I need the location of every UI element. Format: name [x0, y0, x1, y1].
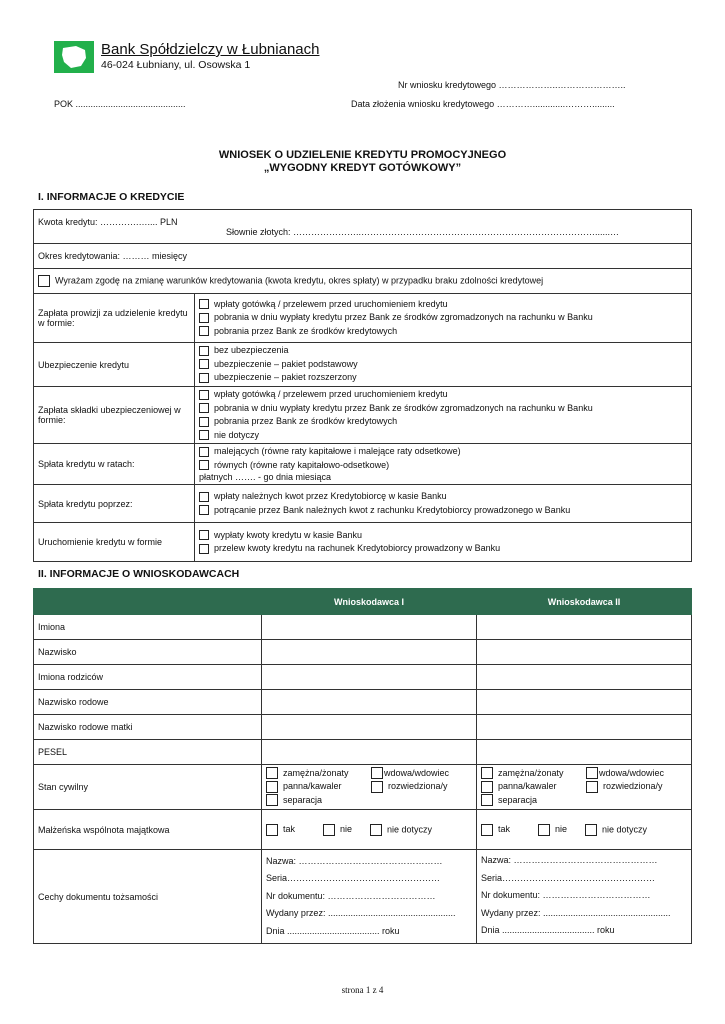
- property-label: Małżeńska wspólnota majątkowa: [34, 810, 262, 850]
- checkbox[interactable]: [199, 544, 209, 554]
- bank-logo: [54, 41, 94, 73]
- credit-amount[interactable]: Kwota kredytu: ………….….... PLN: [38, 216, 178, 227]
- id-issuer-field[interactable]: Wydany przez: ...................................................: [266, 908, 456, 919]
- credit-info-table: [33, 209, 692, 562]
- option-label: nie dotyczy: [214, 429, 260, 440]
- checkbox[interactable]: [538, 824, 550, 836]
- applicant2-input[interactable]: [477, 615, 692, 640]
- checkbox[interactable]: [481, 767, 493, 779]
- header-empty: [34, 589, 262, 615]
- checkbox[interactable]: [199, 299, 209, 309]
- field-label: Imiona: [34, 615, 262, 640]
- commission-label: Zapłata prowizji za udzielenie kredytu w formie:: [34, 294, 195, 343]
- id-series-field[interactable]: Seria……………………………………………: [266, 873, 441, 884]
- applicant1-input[interactable]: [262, 740, 477, 765]
- option-label: przelew kwoty kredytu na rachunek Kredytobiorcy prowadzony w Banku: [214, 543, 501, 553]
- payment-day[interactable]: płatnych ……. - go dnia miesiąca: [199, 472, 332, 482]
- checkbox[interactable]: [266, 794, 278, 806]
- option-label: bez ubezpieczenia: [214, 345, 289, 356]
- applicant2-input[interactable]: [477, 740, 692, 765]
- option-label: nie: [555, 823, 568, 834]
- checkbox[interactable]: [481, 781, 493, 793]
- checkbox[interactable]: [199, 390, 209, 400]
- bank-name: Bank Spółdzielczy w Łubnianach: [101, 41, 320, 58]
- checkbox[interactable]: [199, 460, 209, 470]
- checkbox[interactable]: [371, 781, 383, 793]
- consent-checkbox[interactable]: [38, 275, 50, 287]
- applicant2-input[interactable]: [477, 715, 692, 740]
- form-title-line2: „WYGODNY KREDYT GOTÓWKOWY”: [263, 162, 462, 174]
- option-label: potrącanie przez Bank należnych kwot z rachunku Kredytobiorcy prowadzonego w Banku: [214, 504, 571, 515]
- checkbox[interactable]: [199, 373, 209, 383]
- option-label: ubezpieczenie – pakiet rozszerzony: [214, 372, 357, 383]
- checkbox[interactable]: [266, 767, 278, 779]
- applicants-table: [33, 588, 692, 944]
- option-label: panna/kawaler: [283, 781, 342, 792]
- section1-heading: I. INFORMACJE O KREDYCIE: [38, 191, 185, 203]
- insurance-payment-label: Zapłata składki ubezpieczeniowej w formie:: [34, 387, 195, 444]
- option-label: ubezpieczenie – pakiet podstawowy: [214, 358, 358, 369]
- applicant1-header: Wnioskodawca I: [262, 589, 477, 615]
- applicant1-input[interactable]: [262, 640, 477, 665]
- bank-address: 46-024 Łubniany, ul. Osowska 1: [101, 59, 251, 71]
- disbursement-label: Uruchomienie kredytu w formie: [34, 523, 195, 562]
- checkbox[interactable]: [199, 417, 209, 427]
- submission-date: Data złożenia wniosku kredytowego ………….............……….........: [351, 99, 615, 109]
- field-label: Imiona rodziców: [34, 665, 262, 690]
- applicant1-input[interactable]: [262, 690, 477, 715]
- id-name-field[interactable]: Nazwa: …………………………………………: [266, 855, 443, 866]
- option-label: zamężna/żonaty: [283, 767, 349, 778]
- checkbox[interactable]: [585, 824, 597, 836]
- option-label: wpłaty gotówką / przelewem przed uruchomieniem kredytu: [214, 298, 448, 309]
- id-date-field[interactable]: Dnia ..................................... roku: [266, 925, 400, 936]
- checkbox[interactable]: [481, 824, 493, 836]
- checkbox[interactable]: [199, 447, 209, 457]
- id-date-field[interactable]: Dnia ..................................... roku: [481, 925, 615, 935]
- checkbox[interactable]: [266, 824, 278, 836]
- field-label: Nazwisko rodowe matki: [34, 715, 262, 740]
- field-label: Nazwisko: [34, 640, 262, 665]
- option-label: wpłaty należnych kwot przez Kredytobiorcę w kasie Banku: [214, 491, 447, 501]
- option-label: pobrania przez Bank ze środków kredytowych: [214, 416, 398, 426]
- option-label: rozwiedziona/y: [388, 781, 448, 792]
- option-label: separacja: [283, 794, 323, 805]
- applicant1-input[interactable]: [262, 615, 477, 640]
- applicant2-input[interactable]: [477, 665, 692, 690]
- insurance-label: Ubezpieczenie kredytu: [34, 343, 195, 387]
- option-label: wypłaty kwoty kredytu w kasie Banku: [214, 529, 363, 540]
- section2-heading: II. INFORMACJE O WNIOSKODAWCACH: [38, 568, 240, 580]
- checkbox[interactable]: [199, 505, 209, 515]
- form-title-line1: WNIOSEK O UDZIELENIE KREDYTU PROMOCYJNEGO: [218, 149, 507, 161]
- applicant1-input[interactable]: [262, 665, 477, 690]
- pok-field: POK ............................................: [54, 99, 186, 109]
- checkbox[interactable]: [370, 824, 382, 836]
- option-label: rozwiedziona/y: [603, 781, 663, 792]
- option-label: tak: [283, 823, 296, 834]
- id-name-field[interactable]: Nazwa: …………………………………………: [481, 855, 658, 865]
- option-label: nie dotyczy: [387, 823, 433, 834]
- checkbox[interactable]: [586, 767, 598, 779]
- option-label: nie: [340, 823, 353, 834]
- checkbox[interactable]: [199, 346, 209, 356]
- id-number-field[interactable]: Nr dokumentu: ………………………………: [266, 890, 436, 901]
- option-label: malejących (równe raty kapitałowe i malejące raty odsetkowe): [214, 446, 461, 456]
- checkbox[interactable]: [199, 313, 209, 323]
- option-label: tak: [498, 823, 511, 834]
- option-label: nie dotyczy: [602, 823, 648, 834]
- applicant1-input[interactable]: [262, 715, 477, 740]
- option-label: pobrania przez Bank ze środków kredytowych: [214, 325, 398, 336]
- id-number-field[interactable]: Nr dokumentu: ………………………………: [481, 890, 651, 900]
- checkbox[interactable]: [371, 767, 383, 779]
- id-document-label: Cechy dokumentu tożsamości: [34, 850, 262, 944]
- checkbox[interactable]: [481, 794, 493, 806]
- checkbox[interactable]: [199, 530, 209, 540]
- applicant2-header: Wnioskodawca II: [477, 589, 692, 615]
- checkbox[interactable]: [199, 403, 209, 413]
- field-label: Nazwisko rodowe: [34, 690, 262, 715]
- id-series-field[interactable]: Seria……………………………………………: [481, 872, 656, 883]
- credit-amount-words[interactable]: Słownie złotych: …………………..……………………………………………………………………......…: [226, 226, 620, 237]
- option-label: wdowa/wdowiec: [384, 767, 450, 778]
- consent-label: Wyrażam zgodę na zmianę warunków kredytowania (kwota kredytu, okres spłaty) w przypadku braku zdolności kredytowej: [55, 275, 544, 286]
- repayment-label: Spłata kredytu poprzez:: [34, 485, 195, 523]
- checkbox[interactable]: [199, 359, 209, 369]
- checkbox[interactable]: [199, 326, 209, 336]
- installments-label: Spłata kredytu w ratach:: [34, 444, 195, 485]
- applicant2-input[interactable]: [477, 690, 692, 715]
- option-label: wpłaty gotówką / przelewem przed uruchomieniem kredytu: [214, 389, 448, 399]
- marital-label: Stan cywilny: [34, 765, 262, 810]
- credit-period[interactable]: Okres kredytowania: ……… miesięcy: [34, 244, 692, 269]
- applicant2-input[interactable]: [477, 640, 692, 665]
- field-label: PESEL: [34, 740, 262, 765]
- option-label: pobrania w dniu wypłaty kredytu przez Bank ze środków zgromadzonych na rachunku w Banku: [214, 402, 593, 413]
- option-label: separacja: [498, 794, 538, 805]
- option-label: równych (równe raty kapitałowo-odsetkowe): [214, 459, 390, 470]
- id-issuer-field[interactable]: Wydany przez: ...................................................: [481, 907, 671, 918]
- option-label: panna/kawaler: [498, 781, 557, 792]
- checkbox[interactable]: [266, 781, 278, 793]
- checkbox[interactable]: [199, 492, 209, 502]
- checkbox[interactable]: [586, 781, 598, 793]
- option-label: zamężna/żonaty: [498, 767, 564, 778]
- checkbox[interactable]: [323, 824, 335, 836]
- option-label: pobrania w dniu wypłaty kredytu przez Bank ze środków zgromadzonych na rachunku w Banku: [214, 312, 593, 323]
- checkbox[interactable]: [199, 430, 209, 440]
- request-number: Nr wniosku kredytowego ………………..…………………..: [398, 80, 626, 90]
- option-label: wdowa/wdowiec: [599, 767, 665, 778]
- page-number: strona 1 z 4: [341, 985, 384, 995]
